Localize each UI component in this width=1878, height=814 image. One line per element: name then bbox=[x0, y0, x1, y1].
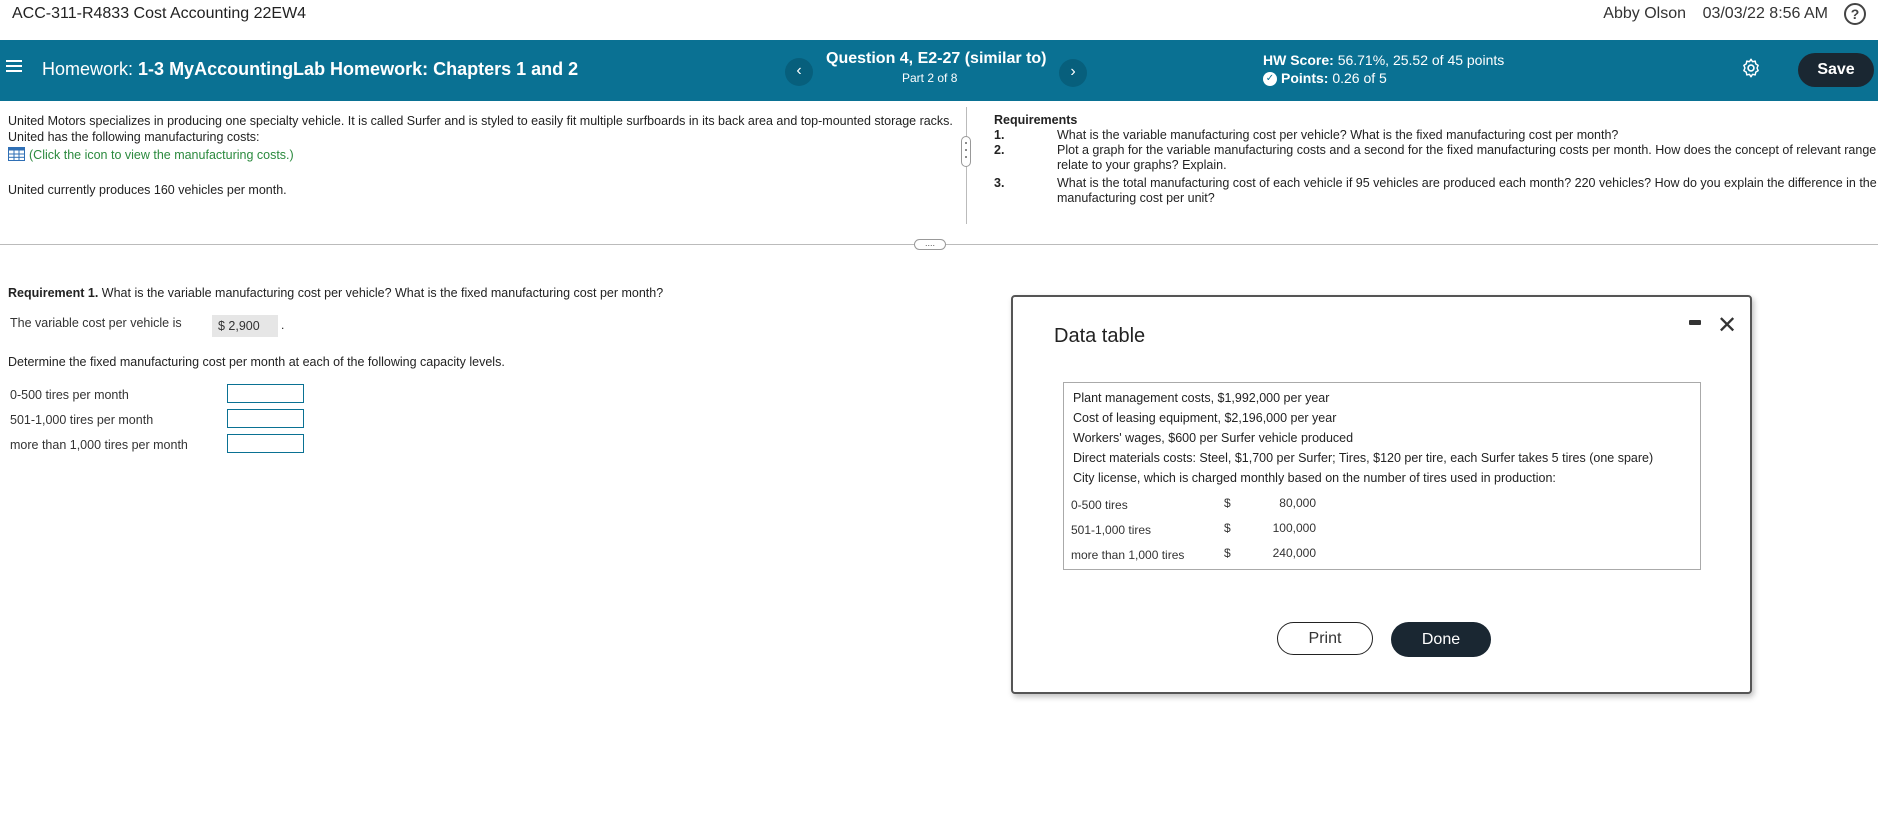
user-name[interactable]: Abby Olson bbox=[1603, 5, 1686, 22]
tire-tier-value: 240,000 bbox=[1272, 546, 1316, 560]
variable-cost-label: The variable cost per vehicle is bbox=[10, 316, 182, 330]
fixed-cost-input-0-500[interactable] bbox=[227, 384, 304, 403]
hamburger-icon[interactable] bbox=[6, 57, 22, 73]
requirement-1-heading bbox=[8, 286, 663, 300]
close-icon[interactable]: ✕ bbox=[1717, 312, 1738, 339]
chevron-left-icon[interactable]: ‹ bbox=[785, 58, 813, 86]
help-icon[interactable]: ? bbox=[1844, 3, 1866, 25]
question-part: Part 2 of 8 bbox=[902, 71, 958, 85]
tire-tier-label: 501-1,000 tires bbox=[1071, 523, 1152, 537]
data-table-dialog bbox=[1011, 295, 1752, 694]
problem-statement bbox=[8, 113, 958, 198]
requirement-item bbox=[994, 143, 1878, 173]
requirement-number: 1. bbox=[994, 128, 1005, 142]
tire-tier-value: 80,000 bbox=[1279, 496, 1316, 510]
tire-tier-dollar: $ bbox=[1224, 546, 1231, 560]
grid-icon[interactable] bbox=[8, 147, 25, 161]
variable-cost-period: . bbox=[281, 318, 285, 332]
gear-icon[interactable] bbox=[1740, 57, 1762, 79]
cost-line: Cost of leasing equipment, $2,196,000 per year bbox=[1073, 411, 1337, 425]
question-title: Question 4, E2-27 (similar to) bbox=[826, 50, 1047, 67]
save-button[interactable]: Save bbox=[1798, 53, 1874, 87]
capacity-label: 501-1,000 tires per month bbox=[10, 413, 154, 427]
capacity-label: 0-500 tires per month bbox=[10, 388, 129, 402]
done-button[interactable]: Done bbox=[1391, 622, 1491, 657]
tire-tier-label: more than 1,000 tires bbox=[1071, 548, 1185, 562]
points-value: 0.26 of 5 bbox=[1332, 70, 1387, 86]
cost-line: Workers' wages, $600 per Surfer vehicle produced bbox=[1073, 431, 1354, 445]
chevron-right-icon[interactable]: › bbox=[1059, 59, 1087, 87]
fixed-cost-input-over-1000[interactable] bbox=[227, 434, 304, 453]
points bbox=[1263, 70, 1387, 86]
tire-tier-dollar: $ bbox=[1224, 521, 1231, 535]
capacity-label: more than 1,000 tires per month bbox=[10, 438, 188, 452]
datetime: 03/03/22 8:56 AM bbox=[1702, 5, 1828, 22]
requirement-item bbox=[994, 176, 1878, 206]
course-title: ACC-311-R4833 Cost Accounting 22EW4 bbox=[12, 5, 307, 22]
score-label: HW Score: bbox=[1263, 52, 1334, 68]
requirements-panel bbox=[994, 113, 1878, 206]
vertical-drag-handle[interactable] bbox=[961, 136, 971, 167]
requirement-number: 2. bbox=[994, 143, 1005, 157]
horizontal-drag-handle[interactable]: .... bbox=[914, 239, 946, 250]
manufacturing-costs-link[interactable] bbox=[8, 147, 958, 163]
minimize-icon[interactable] bbox=[1689, 320, 1701, 325]
top-bar bbox=[0, 0, 1878, 40]
problem-intro: United Motors specializes in producing one specialty vehicle. It is called Surfer and is styled to easily fit multiple surfboards in its back area and top-mounted storage racks. United has the following manufacturing costs: bbox=[8, 114, 953, 144]
vehicles-per-month: United currently produces 160 vehicles per month. bbox=[8, 183, 287, 197]
requirement-text: Plot a graph for the variable manufacturing costs and a second for the fixed manufacturing costs per month. How does the concept of relevant range relate to your graphs? Explain. bbox=[1057, 143, 1877, 172]
tire-tier-value: 100,000 bbox=[1272, 521, 1316, 535]
requirement-text: What is the total manufacturing cost of each vehicle if 95 vehicles are produced each month? 220 vehicles? How do you explain the difference in the manufacturing cost per unit? bbox=[1057, 176, 1877, 205]
requirements-title: Requirements bbox=[994, 113, 1078, 127]
cost-data-table bbox=[1063, 382, 1701, 570]
cost-line: City license, which is charged monthly based on the number of tires used in production: bbox=[1073, 471, 1556, 485]
requirement-1-text: What is the variable manufacturing cost per vehicle? What is the fixed manufacturing cost per month? bbox=[101, 286, 664, 300]
icon-link-text[interactable]: (Click the icon to view the manufacturing costs.) bbox=[29, 148, 294, 162]
tire-tier-label: 0-500 tires bbox=[1071, 498, 1128, 512]
homework-name: 1-3 MyAccountingLab Homework: Chapters 1 and 2 bbox=[138, 59, 579, 79]
homework-header bbox=[0, 40, 1878, 101]
points-label: Points: bbox=[1281, 70, 1329, 86]
cost-line: Direct materials costs: Steel, $1,700 per Surfer; Tires, $120 per tire, each Surfer takes 5 tires (one spare) bbox=[1073, 451, 1654, 465]
hw-score bbox=[1263, 52, 1504, 68]
variable-cost-answer: $ 2,900 bbox=[212, 315, 278, 337]
requirement-1-label: Requirement 1. bbox=[8, 286, 99, 300]
requirement-item bbox=[994, 128, 1878, 143]
cost-line: Plant management costs, $1,992,000 per year bbox=[1073, 391, 1330, 405]
score-value: 56.71%, 25.52 of 45 points bbox=[1337, 52, 1505, 68]
print-button[interactable]: Print bbox=[1277, 622, 1373, 655]
requirement-text: What is the variable manufacturing cost per vehicle? What is the fixed manufacturing cost per month? bbox=[1057, 128, 1619, 142]
requirement-number: 3. bbox=[994, 176, 1005, 190]
fixed-cost-question: Determine the fixed manufacturing cost per month at each of the following capacity levels. bbox=[8, 355, 505, 369]
fixed-cost-input-501-1000[interactable] bbox=[227, 409, 304, 428]
dialog-title: Data table bbox=[1054, 325, 1146, 347]
homework-label: Homework: bbox=[42, 59, 134, 79]
check-icon: ✓ bbox=[1263, 72, 1277, 86]
homework-title[interactable] bbox=[42, 59, 578, 80]
tire-tier-dollar: $ bbox=[1224, 496, 1231, 510]
